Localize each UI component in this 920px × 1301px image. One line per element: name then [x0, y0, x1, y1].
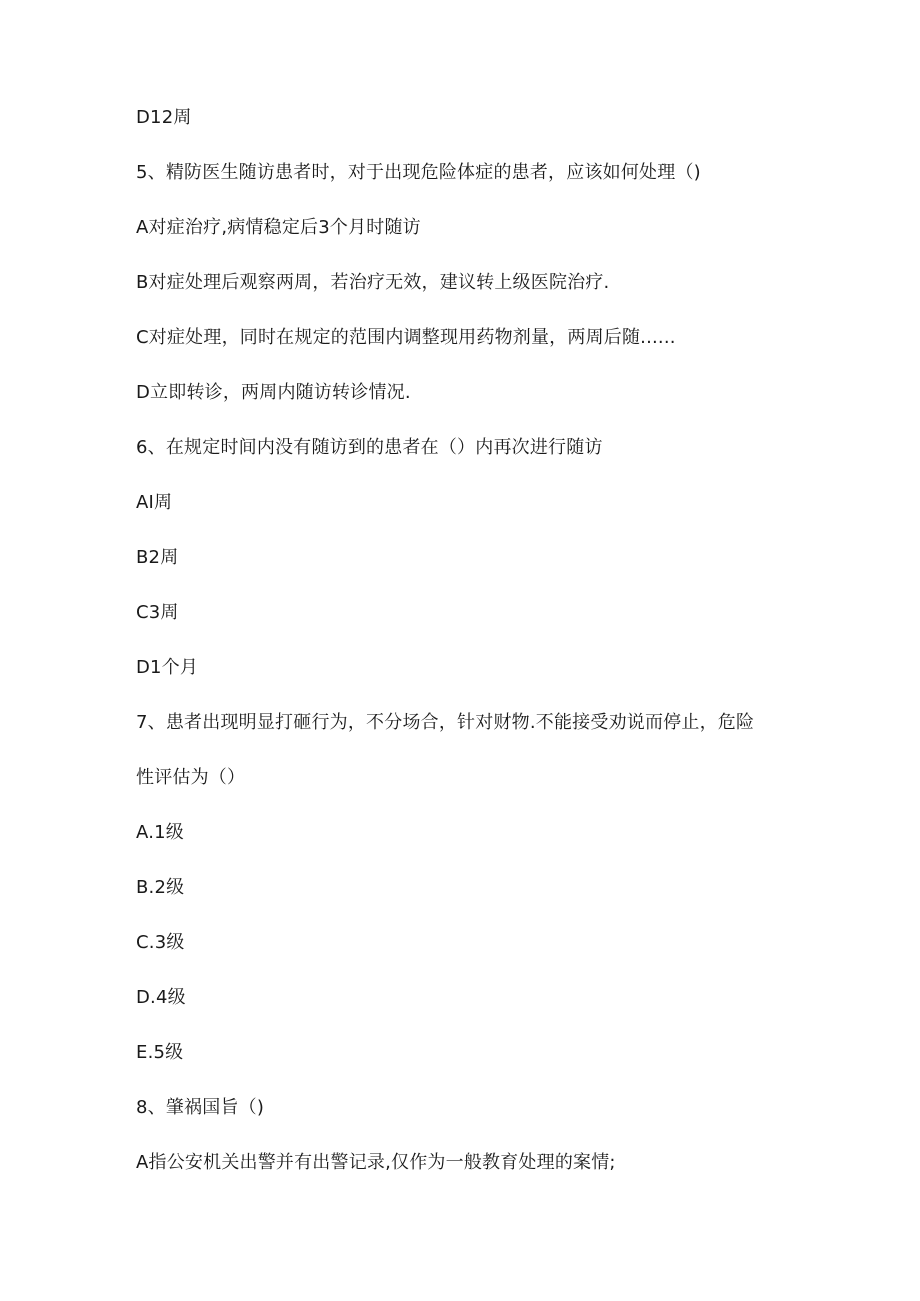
question-7: 7、患者出现明显打砸行为，不分场合，针对财物.不能接受劝说而停止，危险: [136, 712, 755, 733]
question-6: 6、在规定时间内没有随访到的患者在（）内再次进行随访: [136, 437, 603, 458]
option-a-q8: A指公安机关出警并有出警记录,仅作为一般教育处理的案情;: [136, 1152, 616, 1173]
option-c-q7: C.3级: [136, 932, 185, 953]
option-a-q6: AI周: [136, 492, 173, 513]
option-c-q6: C3周: [136, 602, 179, 623]
option-e-q7: E.5级: [136, 1042, 184, 1063]
option-b-q7: B.2级: [136, 877, 185, 898]
question-5: 5、精防医生随访患者时，对于出现危险体症的患者，应该如何处理（): [136, 162, 701, 183]
option-d-q4: D12周: [136, 107, 192, 128]
option-c-q5: C对症处理，同时在规定的范围内调整现用药物剂量，两周后随......: [136, 327, 676, 348]
question-8: 8、肇祸国旨（): [136, 1097, 265, 1118]
option-a-q5: A对症治疗,病情稳定后3个月时随访: [136, 217, 421, 238]
option-a-q7: A.1级: [136, 822, 184, 843]
question-7-continued: 性评估为（）: [136, 767, 246, 788]
option-b-q6: B2周: [136, 547, 179, 568]
option-d-q5: D立即转诊，两周内随访转诊情况.: [136, 382, 411, 403]
option-d-q6: D1个月: [136, 657, 199, 678]
option-b-q5: B对症处理后观察两周，若治疗无效，建议转上级医院治疗.: [136, 272, 610, 293]
option-d-q7: D.4级: [136, 987, 186, 1008]
